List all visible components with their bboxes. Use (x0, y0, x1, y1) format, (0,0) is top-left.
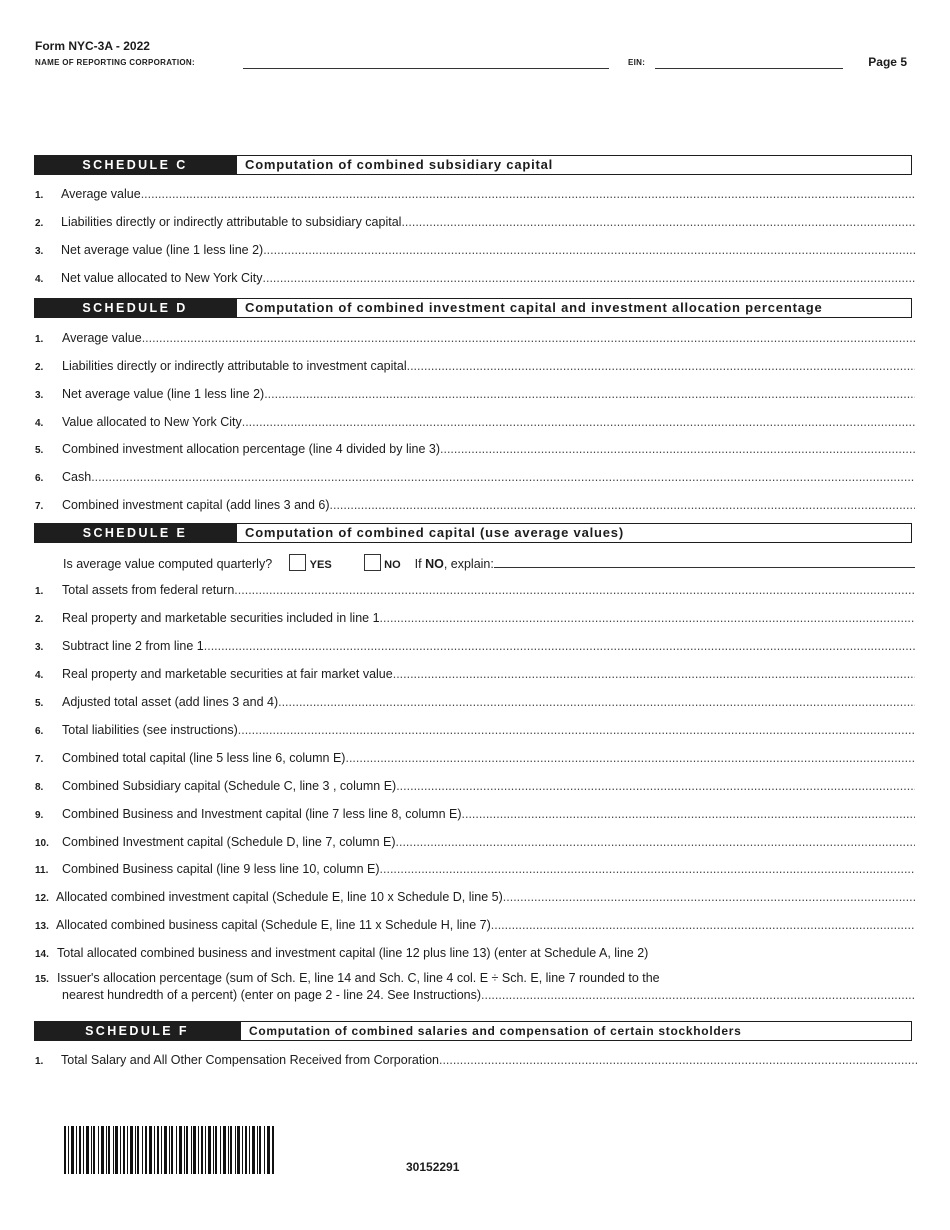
schedule-d-line-4[interactable] (35, 415, 915, 433)
no-checkbox-group[interactable] (364, 554, 401, 571)
line-number: 1. (35, 586, 44, 597)
line-text: nearest hundredth of a percent) (enter on page 2 - line 24. See Instructions) (62, 988, 482, 1002)
schedule-d-line-6[interactable] (35, 470, 915, 488)
line-text: Combined Business and Investment capital (line 7 less line 8, column E) (62, 807, 462, 821)
line-text: Cash (62, 470, 92, 484)
page-number: Page 5 (868, 55, 907, 69)
line-text: Combined investment allocation percentage (line 4 divided by line 3) (62, 442, 440, 456)
leader-dots (345, 751, 915, 765)
schedule-e-line-7[interactable] (35, 751, 915, 769)
schedule-c-line-1[interactable] (35, 187, 915, 205)
quarterly-question-row (63, 554, 915, 572)
line-text: Net average value (line 1 less line 2) (62, 387, 265, 401)
line-text: Total assets from federal return (62, 583, 235, 597)
leader-dots (396, 835, 916, 849)
explain-prefix: If NO, explain: (414, 557, 494, 571)
line-text: Real property and marketable securities included in line 1 (62, 611, 380, 625)
line-text: Subtract line 2 from line 1 (62, 639, 204, 653)
line-text: Average value (62, 331, 142, 345)
schedule-e-line-13[interactable] (35, 918, 915, 936)
leader-dots (439, 1053, 917, 1067)
schedule-e-line-3[interactable] (35, 639, 915, 657)
line-number: 6. (35, 473, 44, 484)
schedule-c-line-2[interactable] (35, 215, 915, 233)
leader-dots (503, 890, 915, 904)
yes-checkbox[interactable] (289, 554, 306, 571)
schedule-c-line-4[interactable] (35, 271, 915, 289)
line-number: 13. (35, 921, 49, 932)
line-text: Total liabilities (see instructions) (62, 723, 238, 737)
line-number: 11. (35, 865, 49, 876)
leader-dots (242, 415, 915, 429)
schedule-d-header (34, 298, 912, 318)
line-text: Adjusted total asset (add lines 3 and 4) (62, 695, 279, 709)
line-number: 1. (35, 190, 44, 201)
leader-dots (234, 583, 915, 597)
line-number: 4. (35, 418, 44, 429)
leader-dots (407, 359, 915, 373)
leader-dots (278, 695, 915, 709)
schedule-f-title: Computation of combined salaries and compensation of certain stockholders (240, 1021, 912, 1041)
line-text: Total Salary and All Other Compensation Received from Corporation (61, 1053, 439, 1067)
line-number: 10. (35, 838, 49, 849)
schedule-f-header (34, 1021, 912, 1041)
schedule-e-line-5[interactable] (35, 695, 915, 713)
yes-checkbox-group[interactable] (289, 554, 332, 571)
line-number: 1. (35, 334, 44, 345)
schedule-d-line-7[interactable] (35, 498, 915, 516)
line-text: Average value (61, 187, 141, 201)
line-text: Combined investment capital (add lines 3 and 6) (62, 498, 330, 512)
leader-dots (401, 215, 915, 229)
schedule-e-line-14 (35, 946, 915, 964)
line-number: 5. (35, 698, 44, 709)
schedule-d-line-5[interactable] (35, 442, 915, 460)
line-number: 9. (35, 810, 44, 821)
schedule-e-line-2[interactable] (35, 611, 915, 629)
line-number: 3. (35, 642, 44, 653)
explain-field[interactable] (494, 555, 915, 568)
schedule-c-title: Computation of combined subsidiary capital (236, 155, 912, 175)
line-text: Allocated combined investment capital (Schedule E, line 10 x Schedule D, line 5) (56, 890, 503, 904)
line-number: 14. (35, 949, 49, 960)
schedule-e-header (34, 523, 912, 543)
schedule-e-line-1[interactable] (35, 583, 915, 601)
line-text: Total allocated combined business and investment capital (line 12 plus line 13) (enter at Schedule A, line 2) (57, 946, 649, 960)
schedule-d-line-3[interactable] (35, 387, 915, 405)
name-label: NAME OF REPORTING CORPORATION: (35, 58, 195, 67)
line-number: 2. (35, 614, 44, 625)
line-number: 8. (35, 782, 44, 793)
leader-dots (238, 723, 915, 737)
line-text: Issuer's allocation percentage (sum of Sch. E, line 14 and Sch. C, line 4 col. E ÷ Sch. E, line 7 rounded to the (57, 971, 660, 985)
ein-label: EIN: (628, 58, 646, 67)
schedule-e-tab: SCHEDULE E (34, 523, 236, 543)
line-number: 1. (35, 1056, 44, 1067)
line-number: 3. (35, 390, 44, 401)
leader-dots (393, 667, 915, 681)
schedule-e-line-6[interactable] (35, 723, 915, 741)
leader-dots (481, 988, 915, 1002)
schedule-f-line-1[interactable] (35, 1053, 917, 1071)
schedule-e-line-10[interactable] (35, 835, 915, 853)
leader-dots (396, 779, 915, 793)
schedule-e-line-11[interactable] (35, 862, 915, 880)
leader-dots (141, 187, 915, 201)
barcode-image (64, 1126, 274, 1174)
leader-dots (491, 918, 915, 932)
no-checkbox[interactable] (364, 554, 381, 571)
name-field[interactable] (243, 68, 609, 69)
leader-dots (263, 271, 916, 285)
line-text: Real property and marketable securities at fair market value (62, 667, 393, 681)
line-text: Net average value (line 1 less line 2) (61, 243, 264, 257)
schedule-e-line-15a (35, 971, 915, 989)
line-text: Combined Subsidiary capital (Schedule C, line 3 , column E) (62, 779, 397, 793)
leader-dots (263, 243, 915, 257)
leader-dots (264, 387, 915, 401)
line-number: 7. (35, 754, 44, 765)
yes-label: YES (309, 559, 332, 571)
form-title: Form NYC-3A - 2022 (35, 39, 150, 53)
leader-dots (204, 639, 915, 653)
quarterly-question: Is average value computed quarterly? (63, 557, 273, 571)
leader-dots (380, 862, 915, 876)
leader-dots (380, 611, 915, 625)
schedule-e-line-9[interactable] (35, 807, 915, 825)
line-number: 7. (35, 501, 44, 512)
schedule-d-tab: SCHEDULE D (34, 298, 236, 318)
line-number: 15. (35, 974, 49, 985)
leader-dots (142, 331, 915, 345)
schedule-e-line-15b[interactable] (62, 988, 915, 1006)
schedule-f-tab: SCHEDULE F (34, 1021, 240, 1041)
line-number: 4. (35, 274, 44, 285)
schedule-e-title: Computation of combined capital (use average values) (236, 523, 912, 543)
line-number: 2. (35, 362, 44, 373)
line-number: 12. (35, 893, 49, 904)
schedule-d-line-1[interactable] (35, 331, 915, 349)
line-text: Combined total capital (line 5 less line 6, column E) (62, 751, 346, 765)
line-text: Combined Business capital (line 9 less line 10, column E) (62, 862, 380, 876)
line-number: 3. (35, 246, 44, 257)
no-label: NO (384, 559, 401, 571)
line-number: 2. (35, 218, 44, 229)
form-code: 30152291 (406, 1160, 460, 1174)
schedule-e-line-8[interactable] (35, 779, 915, 797)
schedule-c-header (34, 155, 912, 175)
line-number: 5. (35, 445, 44, 456)
line-number: 4. (35, 670, 44, 681)
schedule-e-line-12[interactable] (35, 890, 915, 908)
schedule-c-tab: SCHEDULE C (34, 155, 236, 175)
line-text: Liabilities directly or indirectly attributable to subsidiary capital (61, 215, 402, 229)
line-text: Allocated combined business capital (Schedule E, line 11 x Schedule H, line 7) (56, 918, 491, 932)
line-number: 6. (35, 726, 44, 737)
schedule-d-line-2[interactable] (35, 359, 915, 377)
leader-dots (91, 470, 915, 484)
line-text: Liabilities directly or indirectly attributable to investment capital (62, 359, 407, 373)
schedule-e-line-4[interactable] (35, 667, 915, 685)
schedule-d-title: Computation of combined investment capital and investment allocation percentage (236, 298, 912, 318)
schedule-c-line-3[interactable] (35, 243, 915, 261)
line-text: Value allocated to New York City (62, 415, 242, 429)
line-text: Net value allocated to New York City (61, 271, 263, 285)
line-text: Combined Investment capital (Schedule D, line 7, column E) (62, 835, 396, 849)
leader-dots (330, 498, 915, 512)
leader-dots (440, 442, 915, 456)
ein-field[interactable] (655, 68, 843, 69)
leader-dots (462, 807, 915, 821)
